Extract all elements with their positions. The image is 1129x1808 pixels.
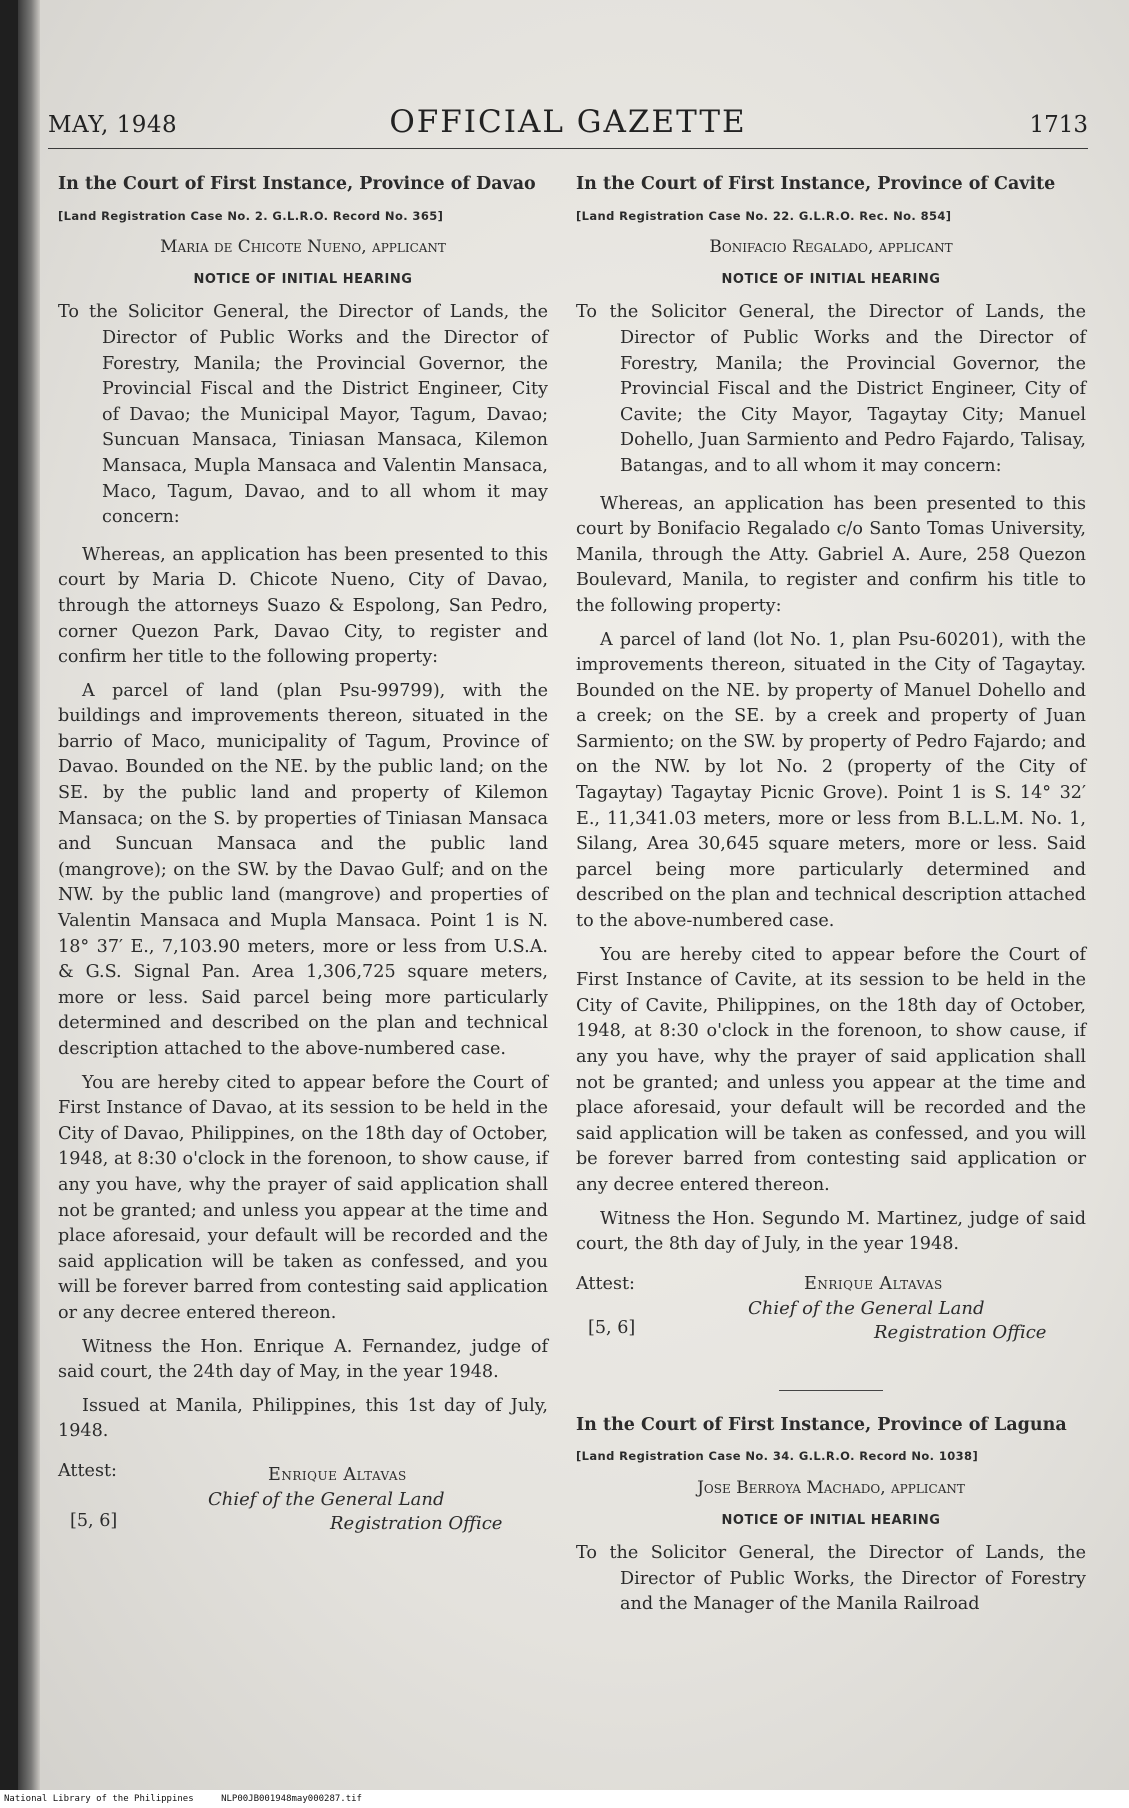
notice-laguna [576,1413,1086,1618]
addressees: To the Solicitor General, the Director of Lands, the Director of Public Works and the Director of Forestry, Manila; the Provincial Governor, the Provincial Fiscal and the District Engineer, City of Cavite; the City Mayor, Tagaytay City; Manuel Dohello, Juan Sarmiento and Pedro Fajardo, Talisay, Batangas, and to all whom it may concern: [576,302,1086,476]
signatory-title: Chief of the General Land [748,1297,985,1319]
case-reference: [Land Registration Case No. 34. G.L.R.O. Record No. 1038] [576,1449,979,1464]
page-header [48,98,1088,149]
paragraph-whereas: Whereas, an application has been presented to this court by Bonifacio Regalado c/o Santo Tomas University, Manila, through the Atty. Gabriel A. Aure, 258 Quezon Boulevard, Manila, to register and confirm his title to the following property: [576,493,1086,616]
signatory-office: Registration Office [330,1512,503,1534]
notice-heading: NOTICE OF INITIAL HEARING [193,271,413,287]
case-reference: [Land Registration Case No. 2. G.L.R.O. Record No. 365] [58,208,444,223]
addressees: To the Solicitor General, the Director of Lands, the Director of Public Works and the Director of Forestry, Manila; the Provincial Governor, the Provincial Fiscal and the District Engineer, City of Davao; the Municipal Mayor, Tagum, Davao; Suncuan Mansaca, Tiniasan Mansaca, Kilemon Mansaca, Mupla Mansaca and Valentin Mansaca, Maco, Tagum, Davao, and to all whom it may concern: [58,302,548,528]
scan-filename: NLP00JB001948may000287.tif [221,1794,362,1804]
addressees: To the Solicitor General, the Director of Lands, the Director of Public Works, the Director of Forestry and the Manager of the Manila Railroad [576,1543,1086,1615]
court-heading: In the Court of First Instance, Province of Laguna [576,1414,1067,1435]
court-heading: In the Court of First Instance, Province of Cavite [576,174,1056,194]
signatory-office: Registration Office [874,1321,1047,1343]
attest-block [576,1272,1086,1364]
notice-cavite [576,172,1086,1364]
section-divider [779,1390,883,1391]
publication-reference: [5, 6] [70,1510,118,1531]
case-reference: [Land Registration Case No. 22. G.L.R.O. Rec. No. 854] [576,208,952,223]
issue-date: MAY, 1948 [48,112,178,138]
attest-label: Attest: [58,1460,117,1481]
paragraph-parcel: A parcel of land (plan Psu-99799), with the buildings and improvements thereon, situated in the barrio of Maco, municipality of Tagum, Province of Davao. Bounded on the NE. by the public land; on the SE. by the public land and property of Kilemon Mansaca; on the S. by properties of Tiniasan Mansaca and Suncuan Mansaca and the public land (mangrove); on the SW. by the Davao Gulf; and on the NW. by the public land (mangrove) and properties of Valentin Mansaca and Mupla Mansaca. Point 1 is N. 18° 37′ E., 7,103.90 meters, more or less from U.S.A. & G.S. Signal Pan. Area 1,306,725 square meters, more or less. Said parcel being more particularly determined and described on the plan and technical description attached to the above-numbered case. [58,680,548,1059]
notice-heading: NOTICE OF INITIAL HEARING [721,271,941,287]
court-heading: In the Court of First Instance, Province of Davao [58,174,536,194]
library-credit: National Library of the Philippines [4,1794,194,1804]
paragraph-cited: You are hereby cited to appear before the Court of First Instance of Davao, at its session to be held in the City of Davao, Philippines, on the 18th day of October, 1948, at 8:30 o'clock in the forenoon, to show cause, if any you have, why the prayer of said application shall not be granted; and unless you appear at the time and place aforesaid, your default will be recorded and the said application will be taken as confessed, and you will be forever barred from contesting said application or any decree entered thereon. [58,1072,548,1323]
page-number: 1713 [1029,112,1088,138]
attest-block [58,1459,548,1551]
page-binding-shadow [18,0,40,1790]
right-column [576,172,1086,1630]
scan-footer [0,1790,1129,1808]
gazette-page [18,0,1129,1790]
left-column [58,172,548,1555]
paragraph-witness: Witness the Hon. Segundo M. Martinez, judge of said court, the 8th day of July, in the year 1948. [576,1208,1086,1255]
paragraph-cited: You are hereby cited to appear before the Court of First Instance of Cavite, at its session to be held in the City of Cavite, Philippines, on the 18th day of October, 1948, at 8:30 o'clock in the forenoon, to show cause, if any you have, why the prayer of said application shall not be granted; and unless you appear at the time and place aforesaid, your default will be recorded and the said application will be taken as confessed, and you will be forever barred from contesting said application or any decree entered thereon. [576,944,1086,1195]
applicant-name: Maria de Chicote Nueno, applicant [160,237,446,258]
paragraph-parcel: A parcel of land (lot No. 1, plan Psu-60201), with the improvements thereon, situated in the City of Tagaytay. Bounded on the NE. by property of Manuel Dohello and a creek; on the SE. by a creek and property of Juan Sarmiento; on the SW. by property of Pedro Fajardo; and on the NW. by lot No. 2 (property of the City of Tagaytay) Tagaytay Picnic Grove). Point 1 is S. 14° 32′ E., 11,341.03 meters, more or less from B.L.L.M. No. 1, Silang, Area 30,645 square meters, more or less. Said parcel being more particularly determined and described on the plan and technical description attached to the above-numbered case. [576,629,1086,932]
publication-reference: [5, 6] [588,1317,636,1338]
paragraph-whereas: Whereas, an application has been presented to this court by Maria D. Chicote Nueno, City of Davao, through the attorneys Suazo & Espolong, San Pedro, corner Quezon Park, Davao City, to register and confirm her title to the following property: [58,544,548,668]
applicant-name: Bonifacio Regalado, applicant [709,237,953,258]
signatory-title: Chief of the General Land [208,1488,445,1510]
notice-davao [58,172,548,1551]
paragraph-issued: Issued at Manila, Philippines, this 1st day of July, 1948. [58,1395,548,1442]
attest-label: Attest: [576,1273,635,1294]
paragraph-witness: Witness the Hon. Enrique A. Fernandez, judge of said court, the 24th day of May, in the year 1948. [58,1336,548,1383]
applicant-name: Jose Berroya Machado, applicant [697,1477,965,1498]
signatory-name: Enrique Altavas [268,1464,407,1485]
publication-title: OFFICIAL GAZETTE [389,104,747,140]
notice-heading: NOTICE OF INITIAL HEARING [721,1512,941,1528]
signatory-name: Enrique Altavas [804,1273,943,1294]
